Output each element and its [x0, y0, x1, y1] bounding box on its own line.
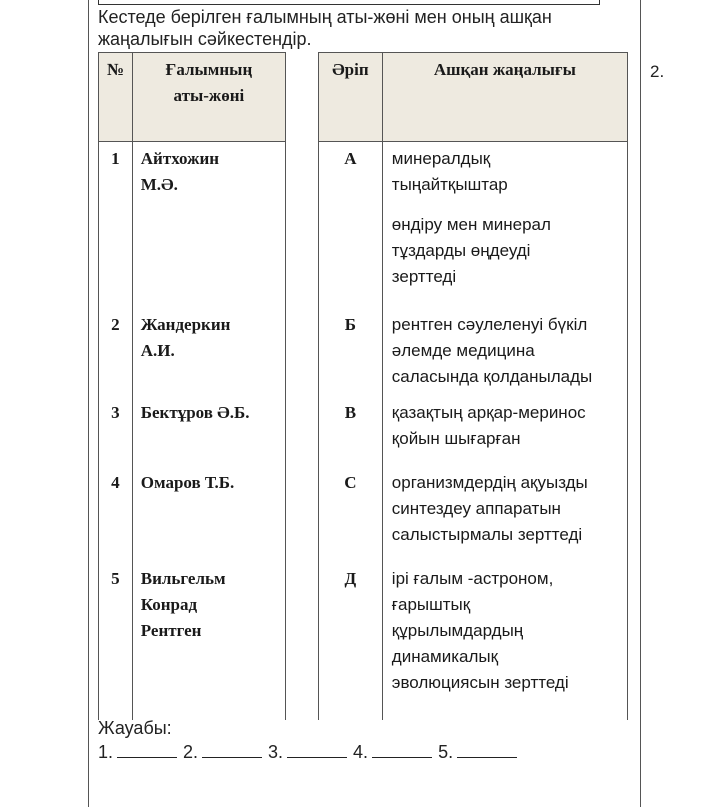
scientist-name-line: Вильгельм [140, 568, 226, 588]
scientist-name-line: М.Ә. [140, 175, 178, 194]
scientist-name [132, 142, 285, 308]
scientist-name-line: Рентген [140, 620, 202, 640]
scientist-name [132, 466, 285, 562]
scientist-name [132, 562, 285, 720]
scientist-number-text: 3 [111, 402, 120, 422]
header-scientist-name [132, 53, 285, 142]
discovery-text-line: минералдық [391, 149, 491, 168]
discovery-letter [319, 308, 383, 396]
discovery-letter [319, 562, 383, 720]
answer-section [98, 716, 523, 764]
scientist-name-line: Айтхожин [140, 149, 220, 168]
answer-item-number: 1. [98, 742, 114, 762]
page-border-right [640, 0, 641, 807]
question-number: 2. [650, 62, 665, 81]
discovery-letter [319, 466, 383, 562]
scientist-number [99, 308, 133, 396]
discovery-row [319, 142, 628, 308]
discovery-text-line: ірі ғалым -астроном, [391, 568, 554, 588]
scientist-name-line: Бектұров Ә.Б. [140, 402, 250, 422]
discovery-letter-text: Д [344, 568, 357, 588]
scientist-number-text: 2 [111, 314, 120, 334]
answer-item-number: 4. [353, 742, 369, 762]
discovery-text-line: синтездеу аппаратын [391, 498, 561, 518]
scientist-name [132, 396, 285, 466]
scientist-row [99, 396, 286, 466]
scientist-name-line: А.И. [140, 340, 175, 360]
scientist-name-line: Жандеркин [140, 314, 231, 334]
discovery-text [382, 142, 627, 308]
discovery-text-line: құрылымдардың [391, 620, 524, 640]
header-name-line: аты-жөні [173, 86, 245, 105]
discovery-row [319, 466, 628, 562]
discovery-text [382, 562, 627, 720]
discovery-text-line: динамикалық [391, 646, 499, 666]
scientist-number-text: 5 [111, 568, 120, 588]
scientist-row [99, 142, 286, 308]
scientist-row [99, 562, 286, 720]
discovery-letter-text: С [344, 472, 357, 492]
scientist-number-text: 4 [111, 472, 120, 492]
scientist-number-text: 1 [111, 149, 120, 168]
answer-item-number: 3. [268, 742, 284, 762]
answer-label: Жауабы: [98, 718, 172, 738]
scientist-number [99, 396, 133, 466]
answer-blank[interactable] [117, 740, 177, 758]
scientist-number [99, 466, 133, 562]
header-number: № [99, 53, 133, 142]
discovery-text-line: өндіру мен минерал [391, 215, 551, 234]
discovery-text-line: организмдердің ақуызды [391, 472, 588, 492]
discovery-text-line: эволюциясын зерттеді [391, 672, 569, 692]
header-name-line: Ғалымның [165, 60, 253, 79]
discovery-text-line: рентген сәулеленуі бүкіл [391, 314, 588, 334]
page-border-left [88, 0, 89, 807]
discovery-row [319, 396, 628, 466]
discovery-text [382, 308, 627, 396]
previous-box-edge [98, 0, 600, 5]
discovery-text-line: әлемде медицина [391, 340, 535, 360]
discovery-letter [319, 396, 383, 466]
discovery-row [319, 308, 628, 396]
header-letter: Әріп [319, 53, 383, 142]
discovery-text-line: тұздарды өңдеуді [391, 241, 531, 260]
instruction-text: Кестеде берілген ғалымның аты-жөні мен оның ашқан жаңалығын сәйкестендір. [98, 7, 552, 49]
scientist-row [99, 308, 286, 396]
discovery-letter-text: В [344, 402, 357, 422]
discovery-text-line: қойын шығарған [391, 428, 521, 448]
answer-blank[interactable] [287, 740, 347, 758]
discovery-letter [319, 142, 383, 308]
header-discovery: Ашқан жаңалығы [382, 53, 627, 142]
scientist-table [98, 52, 286, 720]
answer-blank[interactable] [457, 740, 517, 758]
scientist-row [99, 466, 286, 562]
discovery-letter-text: Б [344, 314, 357, 334]
discovery-text-line: саласында қолданылады [391, 366, 593, 386]
scientist-number [99, 562, 133, 720]
scientist-name-line: Конрад [140, 594, 198, 614]
scientist-name-line: Омаров Т.Б. [140, 472, 235, 492]
answer-blanks [98, 740, 523, 764]
answer-item-number: 5. [438, 742, 454, 762]
scientist-name [132, 308, 285, 396]
discovery-text-line: зерттеді [391, 267, 457, 286]
discovery-text-line: ғарыштық [391, 594, 471, 614]
scientist-number [99, 142, 133, 308]
discovery-text-line: тыңайтқыштар [391, 175, 508, 194]
discovery-row [319, 562, 628, 720]
answer-blank[interactable] [202, 740, 262, 758]
discovery-text-line: қазақтың арқар-меринос [391, 402, 586, 422]
discovery-letter-text: А [344, 149, 357, 168]
answer-blank[interactable] [372, 740, 432, 758]
discovery-text [382, 396, 627, 466]
discovery-text-line: салыстырмалы зерттеді [391, 524, 583, 544]
discovery-table [318, 52, 628, 720]
discovery-text [382, 466, 627, 562]
answer-item-number: 2. [183, 742, 199, 762]
